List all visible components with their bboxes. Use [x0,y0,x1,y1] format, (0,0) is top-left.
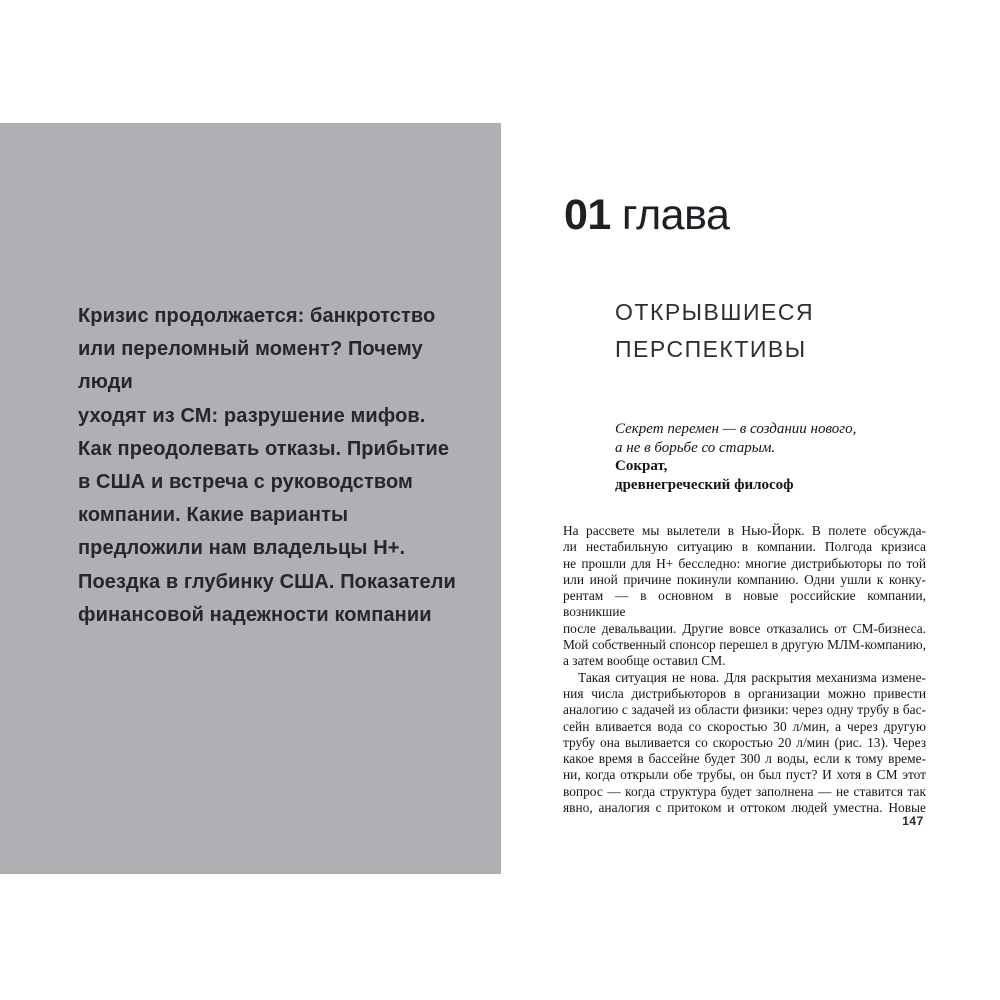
text-line: в США и встреча с руководством [78,471,413,494]
chapter-summary [78,300,478,632]
text-line: Как преодолевать отказы. Прибытие [78,437,450,460]
section-title [615,294,814,368]
text-line: уходят из СМ: разрушение мифов. [78,404,426,427]
text-line: древнегреческий философ [615,476,794,493]
text-line: компании. Какие варианты [78,504,349,527]
text-line: Сократ, [615,458,668,475]
text-line: или иной причине покинули компанию. Одни ушли к конку- [563,571,926,587]
text-line: ния числа дистрибьюторов в организации можно привести [563,685,926,701]
text-line: а не в борьбе со старым. [615,439,776,456]
left-page-panel [0,123,501,874]
body-text [563,523,926,816]
text-line: не прошли для Н+ бесследно: многие дистрибьюторы по той [563,555,926,571]
text-line: предложили нам владельцы Н+. [78,537,406,560]
chapter-number: 01 [564,191,611,239]
text-line: трубу она выливается со скоростью 20 л/мин (рис. 13). Через [563,734,926,750]
body-paragraph-2 [563,670,926,817]
text-line: ОТКРЫВШИЕСЯ [615,299,815,325]
text-line: вопрос — когда структура будет заполнена — не ставится так [563,783,926,799]
epigraph [615,420,935,494]
text-line: сейн вливается вода со скоростью 30 л/мин, а через другую [563,718,926,734]
text-line: а затем вообще оставил СМ. [563,653,726,669]
text-line: Секрет перемен — в создании нового, [615,421,857,437]
text-line: Кризис продолжается: банкротство [78,305,436,327]
chapter-heading [564,192,729,238]
text-line: Поездка в глубинку США. Показатели [78,570,456,593]
page-number: 147 [902,814,924,828]
text-line: ли нестабильную ситуацию в компании. Полгода кризиса [563,539,926,555]
epigraph-attribution [615,457,935,494]
text-line: ПЕРСПЕКТИВЫ [615,336,807,362]
chapter-word: глава [621,191,730,239]
text-line: какое время в бассейне будет 300 л воды, если к тому време- [563,751,926,767]
text-line: На рассвете мы вылетели в Нью-Йорк. В полете обсужда- [563,523,926,538]
text-line: финансовой надежности компании [78,603,432,626]
text-line: или переломный момент? Почему люди [78,338,423,394]
text-line: Мой собственный спонсор перешел в другую МЛМ-компанию, [563,637,926,653]
text-line: Такая ситуация не нова. Для раскрытия механизма измене- [578,669,926,685]
epigraph-quote [615,420,935,457]
text-line: явно, аналогия с притоком и оттоком людей уместна. Новые [563,800,926,816]
text-line: аналогию с задачей из области физики: через одну трубу в бас- [563,702,926,718]
text-line: после девальвации. Другие вовсе отказались от СМ-бизнеса. [563,620,926,636]
body-paragraph-1 [563,523,926,670]
text-line: ни, когда открыли обе трубы, он был пуст? И хотя в СМ этот [563,767,926,783]
text-line: рентам — в основном в новые российские компании, возникшие [563,588,926,620]
